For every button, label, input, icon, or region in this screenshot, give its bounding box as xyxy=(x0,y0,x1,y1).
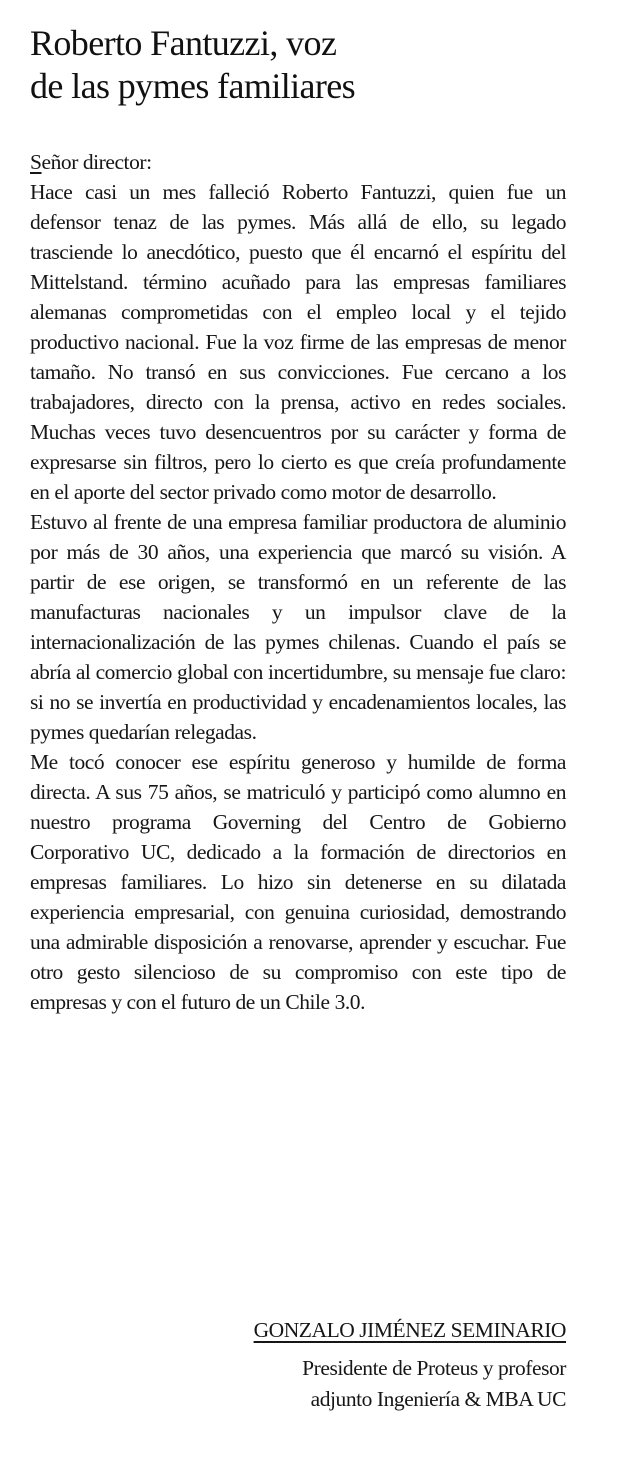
author-name: GONZALO JIMÉNEZ SEMINARIO xyxy=(253,1318,566,1342)
salutation-initial: S xyxy=(30,150,42,174)
headline-line-2: de las pymes familiares xyxy=(30,66,356,106)
author-role-line-1: Presidente de Proteus y profesor xyxy=(302,1356,566,1380)
letter-body xyxy=(30,147,566,1017)
letter-article xyxy=(30,22,566,1017)
paragraph-3: Me tocó conocer ese espíritu generoso y humilde de forma directa. A sus 75 años, se matriculó y participó como alumno en nuestro programa Governing del Centro de Gobierno Corporativo UC, dedicado a la formación de directorios en empresas familiares. Lo hizo sin detenerse en su dilatada experiencia empresarial, con genuina curiosidad, demostrando una admirable disposición a renovarse, aprender y escuchar. Fue otro gesto silencioso de su compromiso con este tipo de empresas y con el futuro de un Chile 3.0. xyxy=(30,750,566,1014)
headline xyxy=(30,22,566,108)
salutation-rest: eñor director: xyxy=(41,150,152,174)
paragraph-2: Estuvo al frente de una empresa familiar productora de aluminio por más de 30 años, una experiencia que marcó su visión. A partir de ese origen, se transformó en un referente de las manufacturas nacionales y un impulsor clave de la internacionalización de las pymes chilenas. Cuando el país se abría al comercio global con incertidumbre, su mensaje fue claro: si no se invertía en productividad y encadenamientos locales, las pymes quedarían relegadas. xyxy=(30,510,566,744)
headline-line-1: Roberto Fantuzzi, voz xyxy=(30,23,337,63)
author-role-line-2: adjunto Ingeniería & MBA UC xyxy=(310,1387,566,1411)
signature-block xyxy=(254,1315,566,1415)
paragraph-1: Hace casi un mes falleció Roberto Fantuzzi, quien fue un defensor tenaz de las pymes. Más allá de ello, su legado trasciende lo anecdótico, puesto que él encarnó el espíritu del Mittelstand. término acuñado para las empresas familiares alemanas comprometidas con el empleo local y el tejido productivo nacional. Fue la voz firme de las empresas de menor tamaño. No transó en sus convicciones. Fue cercano a los trabajadores, directo con la prensa, activo en redes sociales. Muchas veces tuvo desencuentros por su carácter y forma de expresarse sin filtros, pero lo cierto es que creía profundamente en el aporte del sector privado como motor de desarrollo. xyxy=(30,180,566,504)
salutation xyxy=(30,147,566,177)
